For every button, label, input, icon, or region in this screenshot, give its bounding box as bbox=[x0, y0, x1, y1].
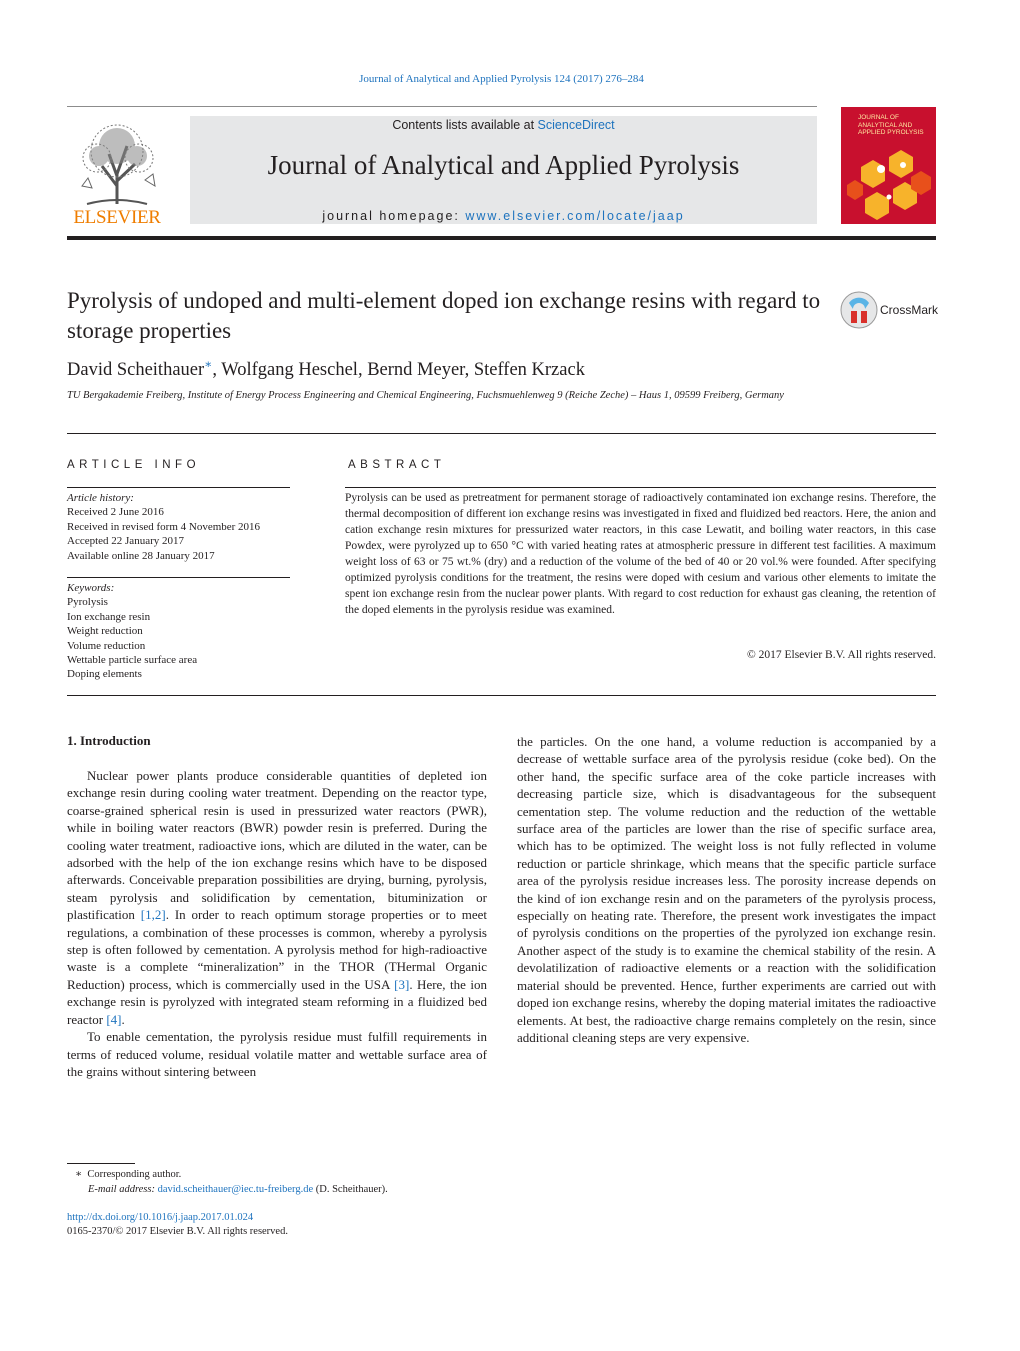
keyword-item: Weight reduction bbox=[67, 625, 143, 638]
history-item: Received 2 June 2016 bbox=[67, 506, 164, 519]
paragraph-text: . In order to reach optimum storage properties or to meet regulations, a combination of these processes is common, whereby a pyrolysis step is often followed by cementation. A pyrolysis method for high-radioactive waste is a complete “mineralization” in the THOR (THermal Organic Reduction) process, which is commercially used in the USA bbox=[67, 907, 487, 992]
paragraph-text: . bbox=[121, 1011, 125, 1027]
homepage-link[interactable]: www.elsevier.com/locate/jaap bbox=[465, 209, 685, 223]
article-info-rule bbox=[67, 487, 290, 488]
doi-link[interactable]: http://dx.doi.org/10.1016/j.jaap.2017.01.024 bbox=[67, 1212, 254, 1223]
abstract-rule bbox=[345, 487, 936, 488]
abstract-copyright: © 2017 Elsevier B.V. All rights reserved. bbox=[747, 649, 936, 661]
history-item: Received in revised form 4 November 2016 bbox=[67, 520, 261, 533]
corresponding-label: Corresponding author. bbox=[87, 1169, 182, 1180]
header-rule bbox=[67, 106, 817, 107]
keyword-item: Wettable particle surface area bbox=[67, 654, 198, 667]
author-list bbox=[67, 357, 585, 381]
footnote bbox=[67, 1168, 567, 1197]
abstract-text: Pyrolysis can be used as pretreatment for permanent storage of radioactively contaminated ion exchange resins. Therefore, the thermal decomposition of different ion exchange resins was investigated in fixed and fluidized bed reactors. Here, the anion and cation exchange resin mixtures for pressurized water reactors, in this case Lewatit, and boiling water reactors, in this case Powdex, were pyrolyzed up to 650 °C with varied heating rates at atmospheric pressure in different test facilities. A maximum weight loss of 63 or 75 wt.% (dry) and a reduction of the volume of the bed of 40 or 20 vol.% were founded. After specifying optimized pyrolysis conditions for the treatment, the resins were doped with cesium and various other elements to imitate the spent ion exchange resin from the nuclear power plants. With regard to cost reduction for exhaust gas cleaning, the retention of the doped elements in the pyrolysis residue was examined. bbox=[345, 492, 936, 616]
sciencedirect-link[interactable]: ScienceDirect bbox=[537, 118, 615, 132]
affiliation: TU Bergakademie Freiberg, Institute of Energy Process Engineering and Chemical Engineering, Fuchsmuehlenweg 9 (Reiche Zeche) – Haus 1, 09599 Freiberg, Germany bbox=[67, 390, 784, 401]
contents-prefix: Contents lists available at bbox=[392, 118, 538, 132]
introduction-heading: 1. Introduction bbox=[67, 733, 151, 748]
cover-title: JOURNAL OF ANALYTICAL AND APPLIED PYROLYSIS bbox=[858, 114, 924, 136]
abstract-heading: ABSTRACT bbox=[348, 459, 446, 471]
paragraph: To enable cementation, the pyrolysis residue must fulfill requirements in terms of reduced volume, residual volatile matter and wettable surface area of the grains without sintering between bbox=[67, 1029, 487, 1079]
history-item: Accepted 22 January 2017 bbox=[67, 535, 184, 548]
keywords-rule bbox=[67, 577, 290, 578]
email-suffix: (D. Scheithauer). bbox=[313, 1183, 388, 1195]
homepage-prefix: journal homepage: bbox=[322, 209, 466, 223]
paragraph-text: Nuclear power plants produce considerable quantities of depleted ion exchange resin during cooling water treatment. Depending on the reactor type, coarse-grained spherical resin is used in pressurized water reactors (PWR), while in boiling water reactors (BWR) powder resin is preferred. During the cooling water treatment, radioactive ions, which are diluted in the water, can be adsorbed with the help of the ion exchange resins which have to be disposed afterwards. Conceivable preparation possibilities are drying, burning, pyrolysis, steam pyrolysis and solidification by cementation, bituminization or plastification bbox=[67, 768, 487, 923]
corresponding-author-marker[interactable]: ∗ bbox=[204, 357, 213, 371]
paragraph: the particles. On the one hand, a volume reduction is accompanied by a decrease of wettable surface area of the pyrolysis residue (coke bed). On the other hand, the specific surface area of the coke particle increases with decreasing particle size, which is disadvantageous for the subsequent cementation step. The volume reduction and the reduction of the wettable surface area of the particles are lower than the rise of specific surface area, which has to be optimized. The weight loss is not fully reflected in volume reduction or particle shrinkage, which means that the specific particle surface area of the pyrolysis residue increases less. The porosity increase depends on the kind of ion exchange resin and on the parameters of the pyrolysis process, especially on heating rate. Therefore, the present work investigates the impact of pyrolysis conditions on the properties of the pyrolyzed ion exchange resin. Another aspect of the study is to examine the chemical stability of the resin. A devolatilization of radioactive elements or a reaction with the solidification material should be prevented. Hence, further experiments are carried out with doped ion exchange resins, whereby the doping material imitates the radioactive elements. At best, the radioactive charge remains completely on the resin, since additional cleaning steps are very expensive. bbox=[517, 734, 936, 1045]
keyword-item: Volume reduction bbox=[67, 639, 146, 652]
homepage-line bbox=[190, 209, 817, 223]
email-label: E-mail address: bbox=[88, 1183, 158, 1195]
author-first: David Scheithauer bbox=[67, 360, 205, 381]
affiliation-rule bbox=[67, 433, 936, 434]
history-item: Available online 28 January 2017 bbox=[67, 549, 215, 562]
header-thick-rule bbox=[67, 236, 936, 240]
issn-line: 0165-2370/© 2017 Elsevier B.V. All rights reserved. bbox=[67, 1226, 288, 1237]
article-info-heading: ARTICLE INFO bbox=[67, 459, 201, 471]
article-history bbox=[67, 491, 297, 563]
journal-reference-link[interactable]: Journal of Analytical and Applied Pyrolysis 124 (2017) 276–284 bbox=[359, 73, 644, 85]
author-rest: , Wolfgang Heschel, Bernd Meyer, Steffen Krzack bbox=[212, 360, 585, 381]
body-column-right bbox=[517, 733, 936, 1046]
abstract-bottom-rule bbox=[67, 695, 936, 696]
elsevier-wordmark: ELSEVIER bbox=[73, 207, 161, 228]
keyword-item: Doping elements bbox=[67, 668, 142, 681]
reference-link[interactable]: [3] bbox=[394, 976, 410, 992]
footnote-star: ∗ bbox=[75, 1169, 83, 1180]
reference-link[interactable]: [4] bbox=[106, 1011, 122, 1027]
corresponding-author-note bbox=[67, 1168, 567, 1183]
contents-line bbox=[190, 118, 817, 132]
footnote-rule bbox=[67, 1163, 135, 1164]
reference-link[interactable]: [1,2] bbox=[140, 907, 166, 923]
paragraph bbox=[67, 767, 487, 1028]
journal-title: Journal of Analytical and Applied Pyrolysis bbox=[267, 150, 740, 180]
keywords-list bbox=[67, 581, 297, 682]
article-title: Pyrolysis of undoped and multi-element doped ion exchange resins with regard to storage properties bbox=[67, 288, 821, 343]
history-heading: Article history: bbox=[67, 492, 134, 504]
keyword-item: Ion exchange resin bbox=[67, 610, 151, 623]
paragraph-text: . Here, the ion exchange resin is pyrolyzed with integrated steam reforming in a fluidized bed reactor bbox=[67, 976, 487, 1027]
email-line bbox=[67, 1183, 567, 1198]
crossmark-label[interactable]: CrossMark bbox=[880, 303, 939, 317]
email-link[interactable]: david.scheithauer@iec.tu-freiberg.de bbox=[157, 1183, 314, 1195]
body-column-left bbox=[67, 767, 487, 1080]
keywords-heading: Keywords: bbox=[67, 582, 115, 594]
keyword-item: Pyrolysis bbox=[67, 596, 108, 609]
